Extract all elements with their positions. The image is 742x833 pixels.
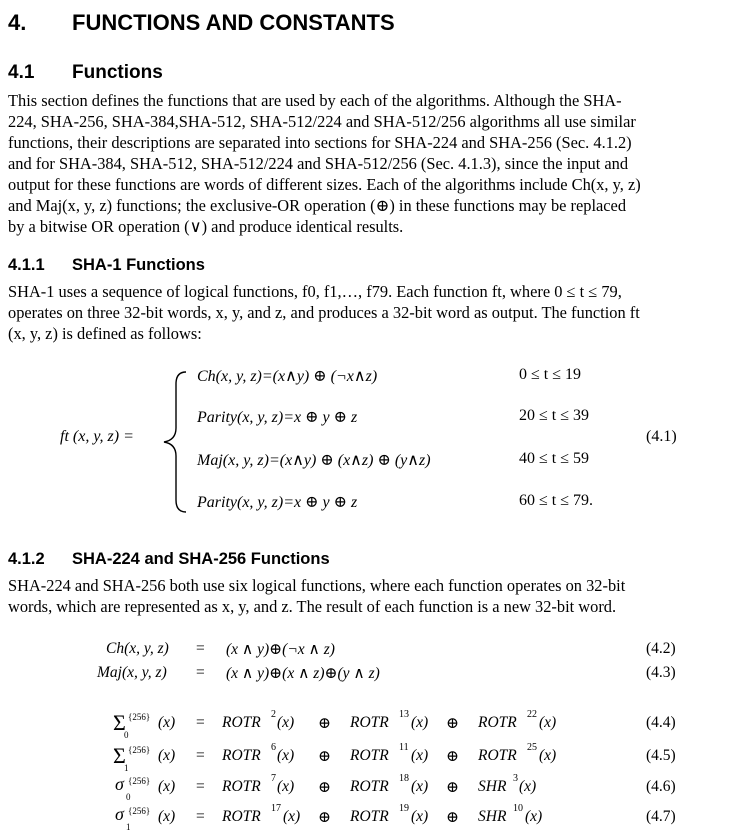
term-func: SHR <box>478 808 507 825</box>
sigma-arg: (x) <box>158 808 176 825</box>
term-arg: (x) <box>539 747 557 764</box>
intro-line: output for these functions are words of different sizes. Each of the algorithms include Ch(x, y, z) <box>8 175 641 194</box>
term-exponent: 17 <box>271 803 281 814</box>
term-arg: (x) <box>411 747 429 764</box>
term-arg: (x) <box>277 714 295 731</box>
eq-number: (4.5) <box>646 747 676 764</box>
case-expr: Parity(x, y, z)=x ⊕ y ⊕ z <box>197 494 358 511</box>
term-exponent: 6 <box>271 742 276 753</box>
term-func: ROTR <box>222 808 261 825</box>
eq-sign: = <box>196 664 205 681</box>
eq41-lhs: ft (x, y, z) = <box>60 428 134 445</box>
intro-line: functions, their descriptions are separated into sections for SHA-224 and SHA-256 (Sec. 4.1.2) <box>8 133 632 152</box>
sha1-heading-title: SHA-1 Functions <box>72 256 205 274</box>
term-arg: (x) <box>411 808 429 825</box>
sigma-symbol: Σ {256} 1 <box>113 743 151 773</box>
sha256-paragraph <box>8 575 720 617</box>
sha1-line: SHA-1 uses a sequence of logical functions, f0, f1,…, f79. Each function ft, where 0 ≤ t ≤ 79, <box>8 282 622 301</box>
section-number: 4. <box>8 10 27 35</box>
eq-number: (4.6) <box>646 778 676 795</box>
left-brace-icon <box>160 370 188 514</box>
sigma-arg: (x) <box>158 747 176 764</box>
intro-line: This section defines the functions that are used by each of the algorithms. Although the SHA- <box>8 91 622 110</box>
term-arg: (x) <box>539 714 557 731</box>
sha1-heading-number: 4.1.1 <box>8 256 45 274</box>
term-exponent: 19 <box>399 803 409 814</box>
intro-line: 224, SHA-256, SHA-384,SHA-512, SHA-512/224 and SHA-512/256 algorithms all use similar <box>8 112 636 131</box>
sigma-superscript: {256} <box>128 712 151 722</box>
term-func: ROTR <box>478 714 517 731</box>
eq-number: (4.4) <box>646 714 676 731</box>
sha1-paragraph <box>8 281 720 344</box>
xor-op: ⊕ <box>318 748 331 765</box>
xor-op: ⊕ <box>446 809 459 826</box>
eq-number: (4.3) <box>646 664 676 681</box>
sha256-heading-number: 4.1.2 <box>8 550 45 568</box>
xor-op: ⊕ <box>318 779 331 796</box>
eq-number: (4.7) <box>646 808 676 825</box>
subsection-title: Functions <box>72 62 163 83</box>
case-range: 40 ≤ t ≤ 59 <box>519 450 590 467</box>
eq-sign: = <box>196 640 205 657</box>
term-exponent: 7 <box>271 773 276 784</box>
eq-sign: = <box>196 808 205 825</box>
term-exponent: 11 <box>399 742 409 753</box>
term-arg: (x) <box>411 778 429 795</box>
case-expr: Maj(x, y, z)=(x∧y) ⊕ (x∧z) ⊕ (y∧z) <box>197 452 431 469</box>
eq-sign: = <box>196 714 205 731</box>
eq-rhs: (x ∧ y)⊕(¬x ∧ z) <box>226 641 335 658</box>
term-arg: (x) <box>277 778 295 795</box>
term-exponent: 22 <box>527 709 537 720</box>
intro-line: and for SHA-384, SHA-512, SHA-512/224 and SHA-512/256 (Sec. 4.1.3), since the input and <box>8 154 629 173</box>
sigma-symbol: Σ {256} 0 <box>113 710 151 740</box>
xor-op: ⊕ <box>446 779 459 796</box>
term-arg: (x) <box>525 808 543 825</box>
eq-sign: = <box>196 778 205 795</box>
sha1-line: operates on three 32-bit words, x, y, and z, and produces a 32-bit word as output. The function ft <box>8 303 640 322</box>
case-expr: Ch(x, y, z)=(x∧y) ⊕ (¬x∧z) <box>197 368 378 385</box>
sha1-line: (x, y, z) is defined as follows: <box>8 324 202 343</box>
xor-op: ⊕ <box>446 748 459 765</box>
term-func: ROTR <box>222 778 261 795</box>
case-expr: Parity(x, y, z)=x ⊕ y ⊕ z <box>197 409 358 426</box>
intro-line: by a bitwise OR operation (∨) and produce identical results. <box>8 217 404 236</box>
term-exponent: 3 <box>513 773 518 784</box>
sigma-subscript: 0 <box>124 730 129 740</box>
case-range: 60 ≤ t ≤ 79. <box>519 492 594 509</box>
sigma-superscript: {256} <box>128 745 151 755</box>
term-func: ROTR <box>350 778 389 795</box>
eq-rhs: (x ∧ y)⊕(x ∧ z)⊕(y ∧ z) <box>226 665 380 682</box>
case-range: 0 ≤ t ≤ 19 <box>519 366 582 383</box>
eq-lhs: Maj(x, y, z) <box>97 664 167 681</box>
sha256-line: SHA-224 and SHA-256 both use six logical functions, where each function operates on 32-bit <box>8 576 626 595</box>
sigma-symbol: σ {256} 1 <box>115 804 151 832</box>
term-arg: (x) <box>411 714 429 731</box>
subsection-number: 4.1 <box>8 62 35 83</box>
term-arg: (x) <box>283 808 301 825</box>
sigma-arg: (x) <box>158 714 176 731</box>
term-func: SHR <box>478 778 507 795</box>
xor-op: ⊕ <box>318 809 331 826</box>
sigma-superscript: {256} <box>128 806 151 816</box>
case-range: 20 ≤ t ≤ 39 <box>519 407 590 424</box>
sigma-subscript: 1 <box>124 763 129 773</box>
term-func: ROTR <box>350 714 389 731</box>
term-exponent: 25 <box>527 742 537 753</box>
eq-number: (4.2) <box>646 640 676 657</box>
term-exponent: 18 <box>399 773 409 784</box>
intro-line: and Maj(x, y, z) functions; the exclusive-OR operation (⊕) in these functions may be replaced <box>8 196 627 215</box>
sigma-subscript: 0 <box>126 792 131 802</box>
intro-paragraph <box>8 90 720 237</box>
term-exponent: 2 <box>271 709 276 720</box>
sigma-arg: (x) <box>158 778 176 795</box>
sigma-symbol: σ {256} 0 <box>115 774 151 802</box>
term-func: ROTR <box>350 747 389 764</box>
sha256-heading-title: SHA-224 and SHA-256 Functions <box>72 550 330 568</box>
term-func: ROTR <box>350 808 389 825</box>
term-func: ROTR <box>478 747 517 764</box>
term-func: ROTR <box>222 714 261 731</box>
term-func: ROTR <box>222 747 261 764</box>
term-exponent: 13 <box>399 709 409 720</box>
sha256-line: words, which are represented as x, y, and z. The result of each function is a new 32-bit word. <box>8 597 617 616</box>
term-arg: (x) <box>519 778 537 795</box>
sigma-subscript: 1 <box>126 822 131 832</box>
xor-op: ⊕ <box>446 715 459 732</box>
sigma-superscript: {256} <box>128 776 151 786</box>
term-arg: (x) <box>277 747 295 764</box>
eq-sign: = <box>196 747 205 764</box>
eq-number: (4.1) <box>646 428 677 445</box>
xor-op: ⊕ <box>318 715 331 732</box>
term-exponent: 10 <box>513 803 523 814</box>
section-title: FUNCTIONS AND CONSTANTS <box>72 10 395 35</box>
eq-lhs: Ch(x, y, z) <box>106 640 169 657</box>
